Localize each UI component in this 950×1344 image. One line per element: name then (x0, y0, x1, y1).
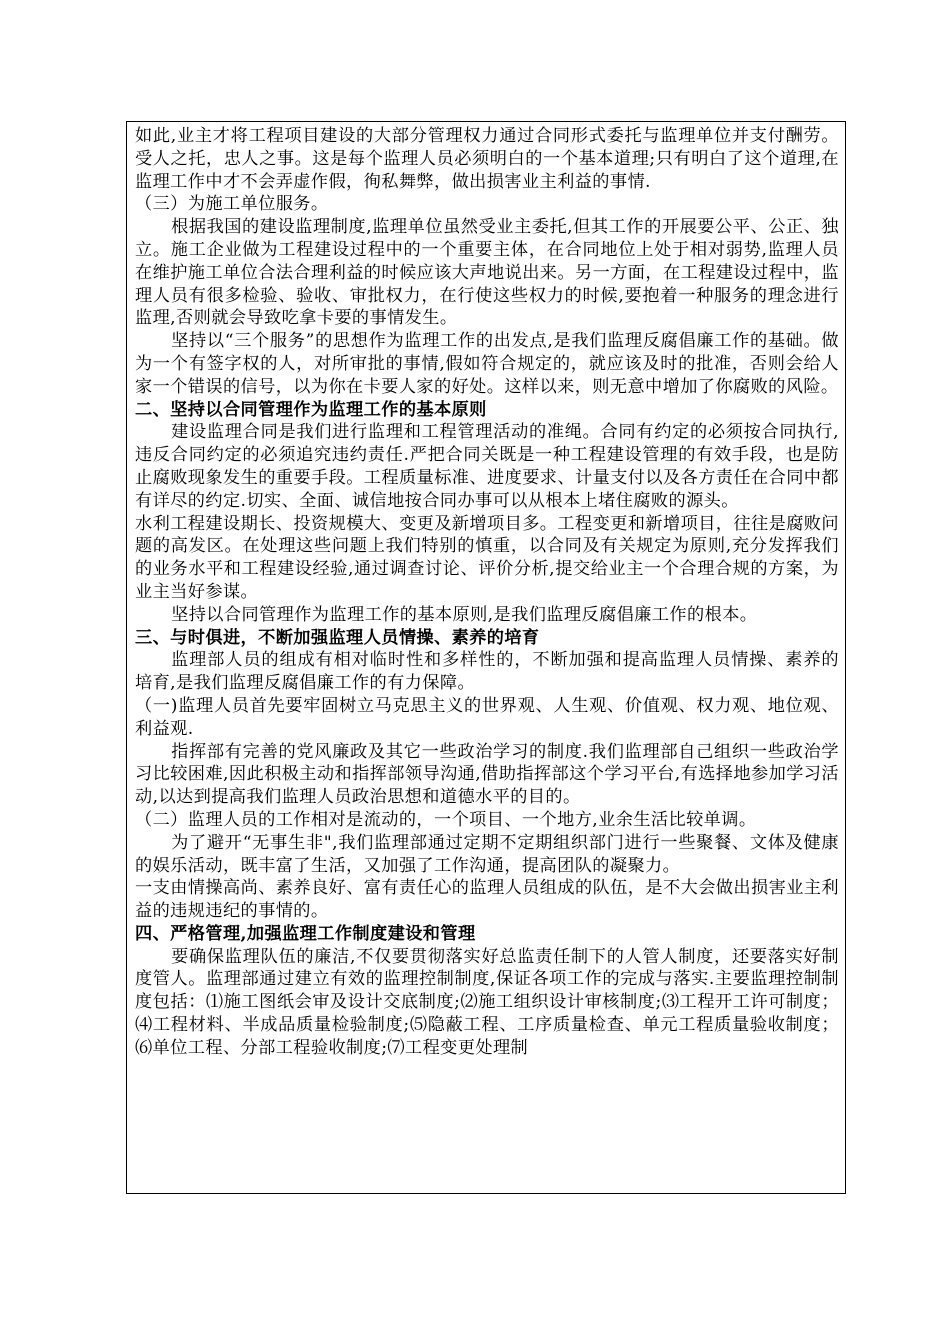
subsection-1-title: （一)监理人员首先要牢固树立马克思主义的世界观、人生观、价值观、权力观、地位观、利益观. (135, 695, 839, 739)
paragraph-1: 如此,业主才将工程项目建设的大部分管理权力通过合同形式委托与监理单位并支付酬劳。受人之托，忠人之事。这是每个监理人员必须明白的一个基本道理;只有明白了这个道理,在监理工作中才不会弄虚作假，徇私舞弊，做出损害业主利益的事情. (135, 126, 839, 192)
paragraph-12: 指挥部有完善的党风廉政及其它一些政治学习的制度.我们监理部自己组织一些政治学习比较困难,因此积极主动和指挥部领导沟通,借助指挥部这个学习平台,有选择地参加学习活动,以达到提高我们监理人员政治思想和道德水平的目的。 (135, 741, 839, 808)
subsection-2-title: （二）监理人员的工作相对是流动的，一个项目、一个地方,业余生活比较单调。 (135, 809, 757, 830)
paragraph-3: 根据我国的建设监理制度,监理单位虽然受业主委托,但其工作的开展要公平、公正、独立。施工企业做为工程建设过程中的一个重要主体，在合同地位上处于相对弱势,监理人员在维护施工单位合法合理利益的时候应该大声地说出来。另一方面，在工程建设过程中，监理人员有很多检验、验收、审批权力，在行使这些权力的时候,要抱着一种服务的理念进行监理,否则就会导致吃拿卡要的事情发生。 (135, 217, 839, 329)
subsection-3-title: （三）为施工单位服务。 (135, 194, 329, 215)
paragraph-7: 水利工程建设期长、投资规模大、变更及新增项目多。工程变更和新增项目，往往是腐败问题的高发区。在处理这些问题上我们特别的慎重，以合同及有关规定为原则,充分发挥我们的业务水平和工程建设经验,通过调查讨论、评价分析,提交给业主一个合理合规的方案，为业主当好参谋。 (135, 513, 839, 602)
section-3-heading: 三、与时俱进，不断加强监理人员情操、素养的培育 (135, 627, 540, 648)
paragraph-6: 建设监理合同是我们进行监理和工程管理活动的准绳。合同有约定的必须按合同执行,违反合同约定的必须追究违约责任.严把合同关既是一种工程建设管理的有效手段，也是防止腐败现象发生的重要手段。工程质量标准、进度要求、计量支付以及各方责任在合同中都有详尽的约定.切实、全面、诚信地按合同办事可以从根本上堵住腐败的源头。 (135, 422, 839, 511)
paragraph-10: 监理部人员的组成有相对临时性和多样性的，不断加强和提高监理人员情操、素养的培育,是我们监理反腐倡廉工作的有力保障。 (135, 650, 839, 694)
paragraph-17: 要确保监理队伍的廉洁,不仅要贯彻落实好总监责任制下的人管人制度，还要落实好制度管人。监理部通过建立有效的监理控制制度,保证各项工作的完成与落实.主要监理控制制度包括：⑴施工图纸会审及设计交底制度;⑵施工组织设计审核制度;⑶工程开工许可制度；⑷工程材料、半成品质量检验制度;⑸隐蔽工程、工序质量检查、单元工程质量验收制度；⑹单位工程、分部工程验收制度;⑺工程变更处理制 (135, 946, 839, 1058)
paragraph-8: 坚持以合同管理作为监理工作的基本原则,是我们监理反腐倡廉工作的根本。 (171, 604, 758, 625)
paragraph-4: 坚持以“三个服务”的思想作为监理工作的出发点,是我们监理反腐倡廉工作的基础。做为一个有签字权的人，对所审批的事情,假如符合规定的，就应该及时的批准，否则会给人家一个错误的信号，以为你在卡要人家的好处。这样以来，则无意中增加了你腐败的风险。 (135, 331, 839, 397)
section-4-heading: 四、严格管理,加强监理工作制度建设和管理 (135, 923, 476, 944)
document-frame (126, 121, 846, 1194)
paragraph-15: 一支由情操高尚、素养良好、富有责任心的监理人员组成的队伍，是不大会做出损害业主利益的违规违纪的事情的。 (135, 878, 839, 922)
paragraph-14: 为了避开“无事生非",我们监理部通过定期不定期组织部门进行一些聚餐、文体及健康的娱乐活动，既丰富了生活，又加强了工作沟通，提高团队的凝聚力。 (135, 832, 839, 876)
section-2-heading: 二、坚持以合同管理作为监理工作的基本原则 (135, 399, 487, 420)
